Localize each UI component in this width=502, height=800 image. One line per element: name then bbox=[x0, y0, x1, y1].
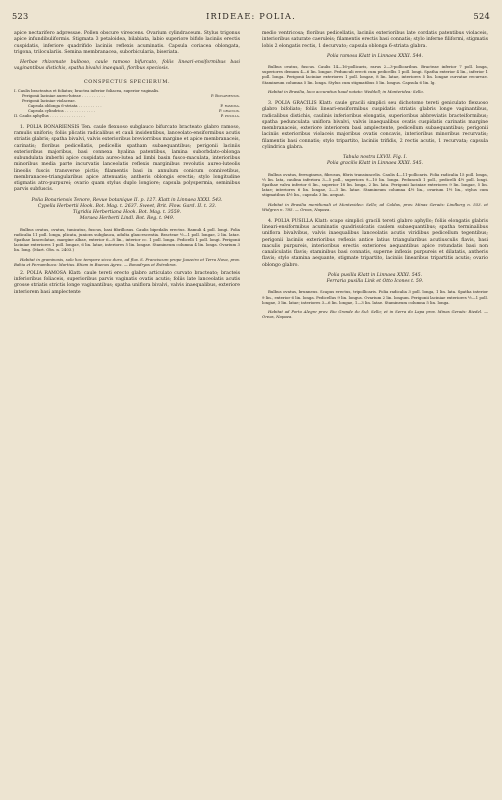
key-row: Capsula oblonga 6-striata . . . . . . . . . . P. ramosa. bbox=[28, 102, 240, 108]
species-3-reference: Polia gracilis Klatt in Linnaea XXXI. 545. bbox=[327, 161, 423, 167]
species-1-synonym: Tigridia Herbertiana Hook. Bot. Mag. t. 3559. bbox=[72, 210, 182, 215]
species-3-diagnosis: 3. POLIA GRACILIS Klatt: caule gracili simplici seu dichotomo tereti geniculato flexuoso glabro bifoliato; foliis lineari-ensiformibus cuspidatis striatis glabris longe vaginantibus, radicalibus distichis, caulinis inferioribus elongatis, superioribus abbreviatis bracteiformibus; spatha pedunculata uniflora bivalvi, valvis inaequalibus ovatis cuspidatis carinatis margine membranaceis, exteriore interiorem basi amplectente, pedicellum subaequantibus; perigonii laciniis exterioribus violaceis majoribus ovatis concavis, interioribus minoribus recurvatis; filamentis basi connatis; stylo tripartito, laciniis trifidis, 2 rectis acutis, 1 recurvata; capsula cylindrica glabra. bbox=[262, 101, 488, 150]
conspectus-title: CONSPECTUS SPECIERUM. bbox=[83, 78, 171, 85]
page-header bbox=[12, 11, 490, 25]
habit-description: Herbae rhizomate bulboso, caule ramoso bifurcato, foliis lineari-ensiformibus basi vaginantibus distichis, spatha bivalvi inaequali, floribus speciosis. bbox=[14, 60, 240, 72]
species-3-habitat: Habitat in Brasilia meridionali et Montevideo: Sello; ad Caldas, prov. Minas Geraës: Lindberg n. 553. et Widgren n. 785. — Oreas, Napaea. bbox=[262, 201, 488, 212]
key-row: Perigonii laciniae violaceae. bbox=[22, 97, 76, 103]
species-4-description: Bulbus ovatus, brunneus. Scapus erectus, tripollicaris. Folia radicalia 3 poll. longa, 1 lin. lata. Spatha interior 9 lin., exterior 6 lin. longa. Pedicellus 9 lin. longus. Ovarium 2 lin. longum. Perigonii laciniae exteriores ½—1 poll. longae, 3 lin. latae; interiores 3—6 lin. longae, 1—3 lin. latae. Stamineum columna 5 lin. longa. bbox=[262, 289, 488, 305]
key-row: I. Caulis bracteatus et foliatus; bractea inferior foliacea, superior vaginalis. bbox=[14, 87, 160, 93]
key-row: Perigonii laciniae aureo-luteae . . . . . . . . . . P. Bonariensis. bbox=[22, 92, 240, 98]
species-1-synonym: Moraea Herberti Lindl. Bot. Reg. t. 949. bbox=[79, 216, 175, 222]
key-row: II. Caulis aphyllus . . . . . . . . . . . . . . . P. pusilla. bbox=[14, 112, 240, 118]
species-4-diagnosis: 4. POLIA PUSILLA Klatt: scapo simplici gracili tereti glabro aphyllo; foliis elongatis glabris lineari-ensiformibus acuminatis quadrisulcatis caulem subaequantibus; spatha terminalibus uniflora bivalvibus, valvis inaequalibus lanceolatis acutis viridibus pedicellum tegentibus; perigonii laciniis exterioribus reflexis antice latius triangularibus acutiusculis flavis, basi maculis purpureis, interioribus erectis exteriores aequantibus apice rotundatis basi non canaliculatis flavis; staminibus basi connatis, superne inflexis purpureis et dilatatis, antheris flavis; stylo staminа aequante, stigmate tripartito, laciniis linearibus tripartitis acutis; ovario oblongo glabro. bbox=[262, 218, 488, 268]
species-4-reference: Polia pusilla Klatt in Linnaea XXXI. 545. bbox=[327, 272, 423, 278]
key-row: Capsula cylindrica . . . . . . . . . . . . . P. gracilis. bbox=[28, 107, 240, 113]
species-2-reference: Polia ramosa Klatt in Linnaea XXXI. 544. bbox=[327, 53, 423, 59]
page-number-right: 524 bbox=[473, 11, 490, 21]
conspectus-key bbox=[14, 88, 240, 118]
species-4-habitat: Habitat ad Porto Alegre prov. Rio Grande do Sul: Sello; et in Serra do Lapa prov. Minas Geraës: Riedel. — Oreas, Napaea. bbox=[262, 309, 488, 320]
species-2-description: Bulbus ovatus, fuscus. Caulis 14—16-pollicaris, rarus 2—3-pollicaribus. Bracteae inferior 7 poll. longa, superiores demum 4—6 lin. longae. Pedunculi erecti cum pedicellis 1 poll. longi. Spatha exterior 4 lin., inferior 1 poll. longa. Perigonii laciniae exteriores 1 poll. longae, 8 lin. latae, interiores 5 lin. longae curvatae recurvae. Stamineum columna 5 lin. longa. Stylus cum stigmatibus 5 lin. longus. Capsula 6 lin. lg. bbox=[262, 64, 488, 85]
species-2-diagnosis: 2. POLIA RAMOSA Klatt: caule tereti erecto glabro articulato curvato bracteato; bracteis inferioribus foliaceis, superioribus parvis vaginatis ovatis acutis; foliis late lanceolatis acutis grosse striatis strictis longe vaginantibus; spatha uniflora bivalvi, valvis inaequalibus, exteriore interiorem basi amplectente bbox=[14, 270, 240, 295]
species-4-synonym: Ferraria pusilla Link et Otto Icones t. 59. bbox=[326, 279, 424, 285]
species-1-diagnosis: 1. POLIA BONARIENSIS Ten. caule flexuoso subglauco bifurcato bracteato glabro ramoso, ramulis uniforis; foliis plicatis radicalibus et cauli insidentibus, lanceolato-ensiformibus acutis striatis glabris; spatha bivalvi, valvis exterioribus breviorribus margine et apice membranaceis, carinatis; floribus pedicellatis, pedicellis spatham subaequantibus; perigonii laciniis exterioribus majoribus, basi connexa hyalina patentibus, lamina suborbdato-oblonga subundulata imberbi apice cuspidata aureo-lutea ad limbi basin fusco-maculata, interioribus minoribus media parte incurvatis lanceolatis reflexis marginibus revolutis aureo-luteolis lineolis fuscis transverse pictis; filamentis basi in annulum conicum connivetibus, membranaceo-triangularibus apice attenuatis; antheris oblongis erectis; stylo longitudine stigmatis atro-purpurei; ovario quam stylus duplo longiore; capsula polyspermia, seminibus parvis subfuscis. bbox=[14, 124, 240, 193]
running-title: IRIDEAE: POLIA. bbox=[206, 11, 296, 21]
species-1-habitat: Habitat in graminosis, solo hoc tempore sicco duro, ad fluv. S. Franciscum prope Joazeiro et Terra Nova, prov. Bahia et Pernambuco: Martius. Etiam in Buenos Ayres. — Bonadryas et Extrabras. bbox=[14, 256, 240, 267]
right-column bbox=[262, 31, 488, 319]
species-2-habitat: Habitat in Brasilia, loco accuratius haud notato: Weddell; in Monteridea: Sello. bbox=[268, 88, 424, 94]
species-3-plate: Tabula nostra LXVII. Fig. I. bbox=[343, 155, 407, 161]
genus-description-end: apice nectarifero adpressae. Pollen obscure virescens. Ovarium cylindraceum. Stylus trigonus apice infundibuliformis. Stigmata 3 petaloidea, bilabiata, labio superiore bifido laciniis erectis cuspidatis, inferiore quadrifido laciniis reflexis acuminatis. Capsula coriacea oblongata, trigona, triloculariis. Semina membranacea, suborbicularia, biseriata. bbox=[14, 31, 240, 55]
species-2-diagnosis-cont: medio ventricosa; floribus pedicellatis, laciniis exterioribus late cordatis patentibus violaceis, interioribus saturate caeruleis; filamentis erectis basi connatis; stylo inferne filiformi, stigmatis lobis 2 elongatis rectis, 1 decurvato; capsula oblonga 6-striata glabra. bbox=[262, 31, 488, 49]
species-1-synonym: Cypella Herbertii Hook. Bot. Mag. t. 2637. Sweet, Brit. Flow. Gard. II. t. 33. bbox=[37, 203, 217, 209]
species-1-description: Bulbus ovatus, ovatus, tunicatus, fuscus, basi fibrillosus. Caulis bipedalis erectus. Ramuli 4 poll. longi. Folia radicalia 11 poll. longa, plicata, juniora subglauca, adulta glaucescentia. Bracteae ½—1 poll. longae, 2 lin. latae. Spathae lanceolatae, margine albae, exterior 6—8 lin., interior cc. 1 poll. longa. Pedicelli 1 poll. longi. Perigonii laciniae exteriores 1 poll. longae, 6 lin. latae, interiores 5 lin. longae. Stamineum columna 4 lin. longa. Ovarium 3 lin. long. (Mart. Obs. n. 2403.) bbox=[14, 226, 240, 253]
left-column bbox=[14, 31, 240, 296]
species-3-description: Bulbus ovatus, ferrugineus, fibrosus, fibris transiuncelis. Caulis 4—11-pollicaris. Folia radicalia 15 poll. longa, ⅓ lin. lata, caulina inferiora 3—5 poll., superiora 9—10 lin. longa. Pedunculi 1 poll., pedicelli 4½ poll. longi. Spathae valva inferior 6 lin., superior 18 lin. longa, 2 lin. lata. Perigonii laciniae exteriores 9 lin. longae, 5 lin. latae; interiores 6 lin. longae, 2—3 lin. latae. Stamineum columna 4½ lin., ovarium 1½ lin., stylus cum stigmatibus 4½ lin., capsula 3 lin. aequat. bbox=[262, 171, 488, 198]
page-number-left: 523 bbox=[12, 11, 29, 21]
species-1-reference: Polia Bonariensis Tenore, Revue botanique II. p. 127. Klatt in Linnaea XXXI. 543. bbox=[31, 197, 223, 203]
